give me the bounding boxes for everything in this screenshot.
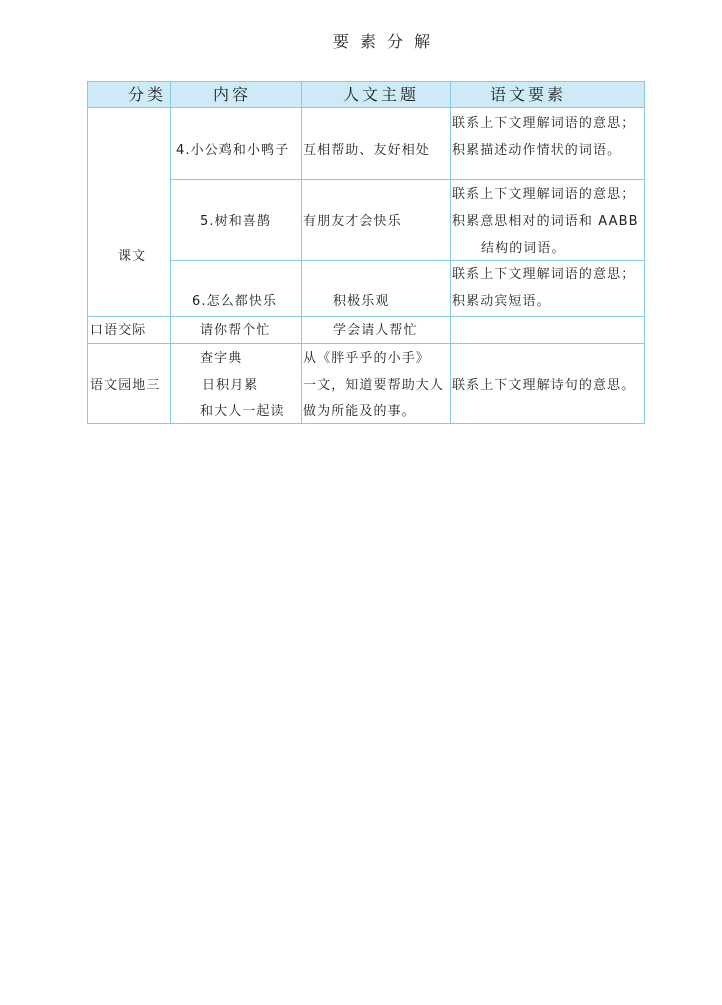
grid-line: [450, 82, 451, 423]
grid-line: [88, 343, 644, 344]
lesson-theme: 互相帮助、友好相处: [303, 143, 430, 158]
lesson-element-line: 结构的词语。: [481, 241, 566, 256]
lesson-element-line: 联系上下文理解词语的意思；: [452, 187, 636, 202]
header-content: 内容: [213, 85, 252, 104]
lesson-element-line: 联系上下文理解词语的意思；: [452, 116, 636, 131]
category-garden: 语文园地三: [90, 378, 161, 393]
lesson-element-line: 联系上下文理解词语的意思；: [452, 267, 636, 282]
garden-theme-line: 从《胖乎乎的小手》: [303, 351, 430, 366]
garden-elements: 联系上下文理解诗句的意思。: [452, 378, 636, 393]
grid-line: [170, 82, 171, 423]
grid-line: [171, 179, 644, 180]
lesson-content: 4.小公鸡和小鸭子: [176, 143, 290, 158]
lesson-theme: 有朋友才会快乐: [303, 214, 402, 229]
lesson-element-line: 积累动宾短语。: [452, 294, 551, 309]
garden-content-line: 查字典: [200, 351, 243, 366]
lesson-content: 6.怎么都快乐: [192, 294, 278, 309]
lesson-element-line: 积累意思相对的词语和 AABB: [452, 214, 639, 229]
header-theme: 人文主题: [343, 85, 420, 104]
category-oral: 口语交际: [90, 323, 147, 338]
garden-theme-line: 做为所能及的事。: [303, 404, 416, 419]
grid-line: [171, 260, 644, 261]
page-title: 要 素 分 解: [332, 32, 434, 51]
garden-theme-line: 一文，知道要帮助大人: [303, 378, 445, 393]
grid-line: [88, 107, 644, 108]
garden-content-line: 和大人一起读: [200, 404, 285, 419]
grid-line: [301, 82, 302, 423]
header-category: 分类: [128, 85, 167, 104]
oral-theme: 学会请人帮忙: [333, 323, 418, 338]
category-kewen: 课文: [118, 249, 147, 264]
garden-content-line: 日积月累: [202, 378, 259, 393]
grid-line: [88, 316, 644, 317]
oral-content: 请你帮个忙: [200, 323, 271, 338]
lesson-theme: 积极乐观: [333, 294, 390, 309]
lesson-element-line: 积累描述动作情状的词语。: [452, 143, 622, 158]
lesson-content: 5.树和喜鹊: [200, 214, 272, 229]
header-elements: 语文要素: [490, 85, 567, 104]
lesson-breakdown-table: [87, 81, 645, 424]
